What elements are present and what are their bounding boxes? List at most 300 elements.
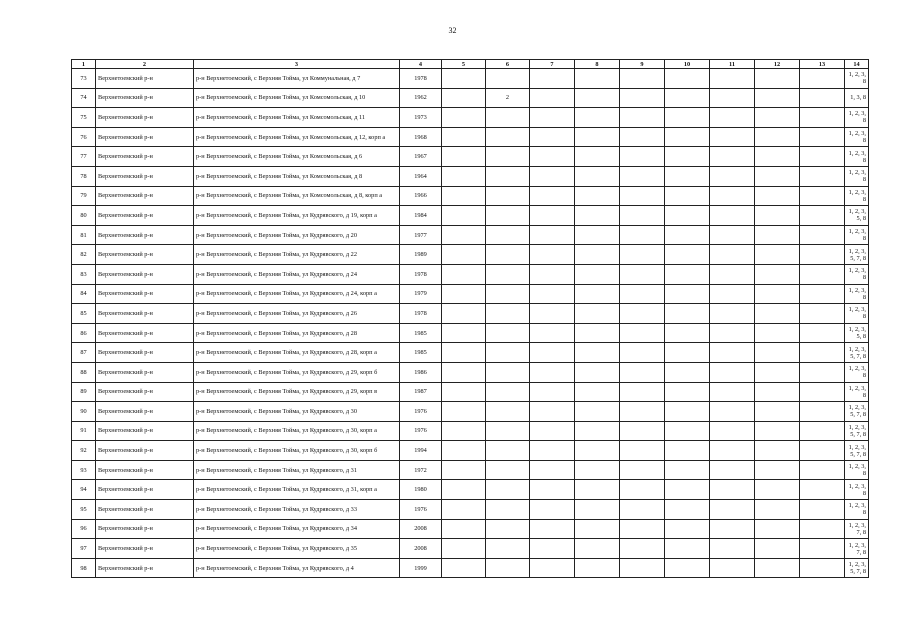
empty-cell [530,304,575,324]
table-row [72,558,869,578]
col14-cell: 1, 2, 3, 8 [845,225,869,245]
empty-cell [665,264,710,284]
table-row [72,147,869,167]
empty-cell [755,186,800,206]
empty-cell [665,382,710,402]
empty-cell [665,402,710,422]
col14-cell: 1, 2, 3, 8 [845,284,869,304]
year-cell: 1980 [400,480,442,500]
empty-cell [665,539,710,559]
empty-cell [800,186,845,206]
district-cell: Верхнетоемский р-н [96,362,194,382]
column-header: 13 [800,60,845,69]
empty-cell [710,284,755,304]
empty-cell [575,245,620,265]
table-row [72,225,869,245]
empty-cell [575,539,620,559]
empty-cell [665,343,710,363]
year-cell: 1978 [400,69,442,89]
empty-cell [530,284,575,304]
empty-cell [620,88,665,108]
empty-cell [665,558,710,578]
address-cell: р-н Верхнетоемский, с Верхняя Тойма, ул Кудрявского, д 28 [194,323,400,343]
col14-cell: 1, 2, 3, 5, 7, 8 [845,441,869,461]
empty-cell [665,323,710,343]
empty-cell [665,284,710,304]
empty-cell [665,225,710,245]
housing-registry-table [71,59,869,578]
empty-cell [665,519,710,539]
table-row [72,500,869,520]
empty-cell [575,88,620,108]
col6-cell [486,421,530,441]
empty-cell [575,500,620,520]
empty-cell [575,147,620,167]
empty-cell [800,382,845,402]
year-cell: 1972 [400,460,442,480]
empty-cell [800,421,845,441]
row-number: 73 [72,69,96,89]
table-row [72,264,869,284]
empty-cell [442,480,486,500]
year-cell: 1976 [400,500,442,520]
col6-cell [486,108,530,128]
empty-cell [575,206,620,226]
empty-cell [755,500,800,520]
empty-cell [575,480,620,500]
district-cell: Верхнетоемский р-н [96,402,194,422]
empty-cell [755,206,800,226]
empty-cell [575,460,620,480]
empty-cell [442,206,486,226]
empty-cell [665,166,710,186]
col6-cell [486,166,530,186]
empty-cell [575,441,620,461]
empty-cell [530,186,575,206]
row-number: 96 [72,519,96,539]
empty-cell [620,441,665,461]
col14-cell: 1, 2, 3, 8 [845,304,869,324]
table-row [72,245,869,265]
empty-cell [710,539,755,559]
header-row [72,60,869,69]
year-cell: 1976 [400,421,442,441]
empty-cell [530,343,575,363]
empty-cell [800,284,845,304]
address-cell: р-н Верхнетоемский, с Верхняя Тойма, ул Кудрявского, д 20 [194,225,400,245]
empty-cell [710,402,755,422]
table-row [72,362,869,382]
empty-cell [530,127,575,147]
col14-cell: 1, 2, 3, 8 [845,460,869,480]
row-number: 74 [72,88,96,108]
row-number: 98 [72,558,96,578]
empty-cell [442,147,486,167]
empty-cell [755,558,800,578]
empty-cell [620,519,665,539]
empty-cell [530,362,575,382]
empty-cell [710,421,755,441]
col6-cell [486,519,530,539]
row-number: 93 [72,460,96,480]
district-cell: Верхнетоемский р-н [96,304,194,324]
empty-cell [800,402,845,422]
row-number: 77 [72,147,96,167]
empty-cell [710,147,755,167]
empty-cell [755,245,800,265]
year-cell: 1984 [400,206,442,226]
address-cell: р-н Верхнетоемский, с Верхняя Тойма, ул Коммунальная, д 7 [194,69,400,89]
empty-cell [530,382,575,402]
table-row [72,343,869,363]
empty-cell [620,558,665,578]
year-cell: 2008 [400,519,442,539]
col6-cell [486,304,530,324]
col6-cell [486,284,530,304]
col6-cell [486,460,530,480]
row-number: 84 [72,284,96,304]
row-number: 89 [72,382,96,402]
address-cell: р-н Верхнетоемский, с Верхняя Тойма, ул Кудрявского, д 26 [194,304,400,324]
column-header: 10 [665,60,710,69]
empty-cell [620,245,665,265]
empty-cell [755,225,800,245]
row-number: 85 [72,304,96,324]
empty-cell [665,500,710,520]
empty-cell [620,69,665,89]
empty-cell [710,519,755,539]
empty-cell [442,186,486,206]
year-cell: 1989 [400,245,442,265]
empty-cell [755,108,800,128]
year-cell: 1979 [400,284,442,304]
table-row [72,421,869,441]
district-cell: Верхнетоемский р-н [96,284,194,304]
year-cell: 1966 [400,186,442,206]
table-row [72,460,869,480]
empty-cell [530,206,575,226]
district-cell: Верхнетоемский р-н [96,108,194,128]
address-cell: р-н Верхнетоемский, с Верхняя Тойма, ул Кудрявского, д 28, корп а [194,343,400,363]
table-row [72,539,869,559]
address-cell: р-н Верхнетоемский, с Верхняя Тойма, ул Кудрявского, д 35 [194,539,400,559]
empty-cell [442,441,486,461]
empty-cell [800,69,845,89]
empty-cell [530,558,575,578]
address-cell: р-н Верхнетоемский, с Верхняя Тойма, ул Кудрявского, д 4 [194,558,400,578]
empty-cell [575,108,620,128]
empty-cell [442,519,486,539]
district-cell: Верхнетоемский р-н [96,264,194,284]
empty-cell [575,225,620,245]
empty-cell [710,304,755,324]
empty-cell [665,460,710,480]
col6-cell [486,323,530,343]
empty-cell [442,88,486,108]
empty-cell [800,480,845,500]
address-cell: р-н Верхнетоемский, с Верхняя Тойма, ул Кудрявского, д 19, корп а [194,206,400,226]
district-cell: Верхнетоемский р-н [96,500,194,520]
col14-cell: 1, 2, 3, 8 [845,69,869,89]
empty-cell [442,166,486,186]
empty-cell [710,69,755,89]
empty-cell [530,245,575,265]
column-header: 1 [72,60,96,69]
empty-cell [575,186,620,206]
address-cell: р-н Верхнетоемский, с Верхняя Тойма, ул Кудрявского, д 33 [194,500,400,520]
empty-cell [665,421,710,441]
column-header: 11 [710,60,755,69]
empty-cell [575,421,620,441]
table-row [72,206,869,226]
address-cell: р-н Верхнетоемский, с Верхняя Тойма, ул Кудрявского, д 30, корп б [194,441,400,461]
empty-cell [575,402,620,422]
empty-cell [442,539,486,559]
empty-cell [575,323,620,343]
empty-cell [530,323,575,343]
col14-cell: 1, 2, 3, 8 [845,362,869,382]
empty-cell [665,186,710,206]
empty-cell [755,480,800,500]
empty-cell [620,343,665,363]
empty-cell [442,225,486,245]
address-cell: р-н Верхнетоемский, с Верхняя Тойма, ул Комсомольская, д 6 [194,147,400,167]
empty-cell [665,127,710,147]
address-cell: р-н Верхнетоемский, с Верхняя Тойма, ул Кудрявского, д 22 [194,245,400,265]
col6-cell [486,362,530,382]
empty-cell [442,323,486,343]
empty-cell [620,206,665,226]
year-cell: 1985 [400,343,442,363]
empty-cell [575,264,620,284]
row-number: 81 [72,225,96,245]
empty-cell [620,127,665,147]
col6-cell [486,69,530,89]
empty-cell [800,558,845,578]
empty-cell [530,480,575,500]
empty-cell [665,108,710,128]
row-number: 97 [72,539,96,559]
table-row [72,382,869,402]
empty-cell [755,519,800,539]
year-cell: 1967 [400,147,442,167]
page-number: 32 [448,26,457,35]
empty-cell [620,362,665,382]
empty-cell [530,147,575,167]
year-cell: 1964 [400,166,442,186]
address-cell: р-н Верхнетоемский, с Верхняя Тойма, ул Кудрявского, д 31, корп а [194,480,400,500]
year-cell: 1999 [400,558,442,578]
address-cell: р-н Верхнетоемский, с Верхняя Тойма, ул Кудрявского, д 31 [194,460,400,480]
year-cell: 1976 [400,402,442,422]
empty-cell [620,186,665,206]
district-cell: Верхнетоемский р-н [96,245,194,265]
empty-cell [442,343,486,363]
address-cell: р-н Верхнетоемский, с Верхняя Тойма, ул Комсомольская, д 10 [194,88,400,108]
empty-cell [620,264,665,284]
empty-cell [442,127,486,147]
empty-cell [755,69,800,89]
empty-cell [710,108,755,128]
col14-cell: 1, 2, 3, 5, 8 [845,323,869,343]
empty-cell [800,127,845,147]
empty-cell [442,460,486,480]
col14-cell: 1, 2, 3, 8 [845,166,869,186]
district-cell: Верхнетоемский р-н [96,421,194,441]
address-cell: р-н Верхнетоемский, с Верхняя Тойма, ул Кудрявского, д 29, корп б [194,362,400,382]
column-header: 6 [486,60,530,69]
col6-cell [486,186,530,206]
empty-cell [755,284,800,304]
empty-cell [575,166,620,186]
row-number: 79 [72,186,96,206]
col6-cell [486,558,530,578]
empty-cell [800,441,845,461]
empty-cell [530,225,575,245]
empty-cell [800,108,845,128]
column-header: 3 [194,60,400,69]
col6-cell [486,206,530,226]
table-row [72,69,869,89]
empty-cell [710,343,755,363]
empty-cell [710,558,755,578]
col14-cell: 1, 2, 3, 8 [845,500,869,520]
row-number: 91 [72,421,96,441]
empty-cell [665,245,710,265]
col14-cell: 1, 2, 3, 8 [845,127,869,147]
col14-cell: 1, 2, 3, 5, 7, 8 [845,245,869,265]
year-cell: 1977 [400,225,442,245]
empty-cell [755,264,800,284]
row-number: 75 [72,108,96,128]
row-number: 80 [72,206,96,226]
year-cell: 1987 [400,382,442,402]
empty-cell [800,343,845,363]
table-row [72,323,869,343]
col14-cell: 1, 2, 3, 8 [845,264,869,284]
row-number: 83 [72,264,96,284]
empty-cell [442,558,486,578]
empty-cell [620,402,665,422]
table-row [72,441,869,461]
empty-cell [800,323,845,343]
empty-cell [575,127,620,147]
column-header: 4 [400,60,442,69]
column-header: 2 [96,60,194,69]
col6-cell [486,480,530,500]
year-cell: 2008 [400,539,442,559]
district-cell: Верхнетоемский р-н [96,147,194,167]
table-row [72,108,869,128]
empty-cell [710,480,755,500]
year-cell: 1978 [400,304,442,324]
row-number: 86 [72,323,96,343]
col14-cell: 1, 2, 3, 5, 7, 8 [845,402,869,422]
empty-cell [710,166,755,186]
empty-cell [575,382,620,402]
district-cell: Верхнетоемский р-н [96,480,194,500]
address-cell: р-н Верхнетоемский, с Верхняя Тойма, ул Комсомольская, д 8, корп а [194,186,400,206]
empty-cell [755,402,800,422]
district-cell: Верхнетоемский р-н [96,539,194,559]
empty-cell [755,460,800,480]
empty-cell [665,69,710,89]
empty-cell [710,264,755,284]
empty-cell [755,88,800,108]
col14-cell: 1, 2, 3, 8 [845,382,869,402]
row-number: 90 [72,402,96,422]
col6-cell [486,127,530,147]
col14-cell: 1, 2, 3, 5, 8 [845,206,869,226]
address-cell: р-н Верхнетоемский, с Верхняя Тойма, ул Кудрявского, д 34 [194,519,400,539]
table-row [72,127,869,147]
empty-cell [530,519,575,539]
table-row [72,186,869,206]
empty-cell [755,304,800,324]
empty-cell [442,284,486,304]
district-cell: Верхнетоемский р-н [96,206,194,226]
district-cell: Верхнетоемский р-н [96,519,194,539]
empty-cell [530,441,575,461]
empty-cell [620,147,665,167]
empty-cell [800,460,845,480]
year-cell: 1968 [400,127,442,147]
address-cell: р-н Верхнетоемский, с Верхняя Тойма, ул Кудрявского, д 29, корп в [194,382,400,402]
district-cell: Верхнетоемский р-н [96,88,194,108]
empty-cell [442,69,486,89]
empty-cell [755,539,800,559]
empty-cell [575,69,620,89]
empty-cell [530,88,575,108]
district-cell: Верхнетоемский р-н [96,69,194,89]
col6-cell [486,225,530,245]
row-number: 95 [72,500,96,520]
empty-cell [442,500,486,520]
address-cell: р-н Верхнетоемский, с Верхняя Тойма, ул Кудрявского, д 24, корп а [194,284,400,304]
col6-cell [486,245,530,265]
year-cell: 1985 [400,323,442,343]
column-header: 9 [620,60,665,69]
empty-cell [530,421,575,441]
empty-cell [575,519,620,539]
empty-cell [755,323,800,343]
empty-cell [755,362,800,382]
table-row [72,304,869,324]
column-header: 7 [530,60,575,69]
col14-cell: 1, 2, 3, 5, 7, 8 [845,558,869,578]
empty-cell [665,362,710,382]
empty-cell [620,382,665,402]
empty-cell [800,362,845,382]
empty-cell [575,284,620,304]
row-number: 78 [72,166,96,186]
col6-cell [486,441,530,461]
row-number: 94 [72,480,96,500]
col14-cell: 1, 2, 3, 8 [845,108,869,128]
column-header: 5 [442,60,486,69]
empty-cell [575,304,620,324]
empty-cell [710,245,755,265]
empty-cell [800,225,845,245]
empty-cell [710,127,755,147]
empty-cell [755,421,800,441]
empty-cell [755,127,800,147]
empty-cell [800,88,845,108]
empty-cell [710,186,755,206]
empty-cell [442,362,486,382]
empty-cell [620,166,665,186]
empty-cell [620,480,665,500]
